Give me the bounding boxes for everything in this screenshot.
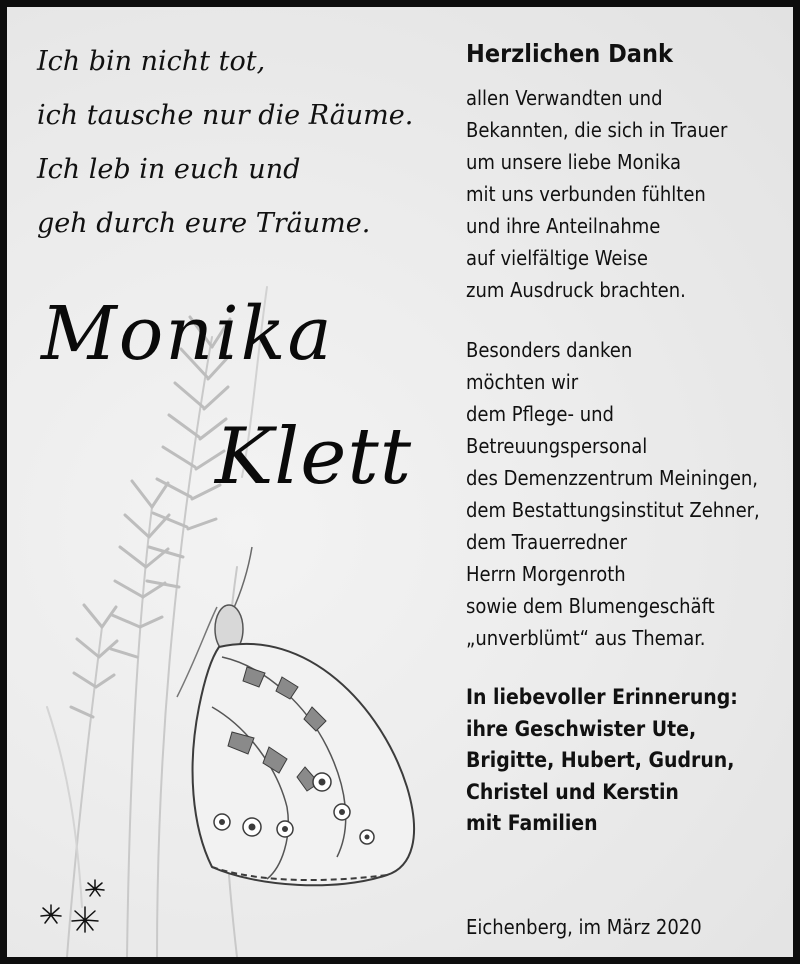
thanks-section — [466, 37, 786, 840]
butterfly-illustration — [177, 547, 414, 885]
place-date: Eichenberg, im März 2020 — [466, 915, 702, 939]
signature-line: Brigitte, Hubert, Gudrun, — [466, 748, 735, 772]
text-line: zum Ausdruck brachten. — [466, 278, 686, 302]
signature-block — [466, 682, 786, 840]
signature-line: ihre Geschwister Ute, — [466, 716, 697, 741]
text-line: Betreuungspersonal — [466, 434, 648, 458]
poem-line: Ich bin nicht tot, — [37, 46, 266, 77]
deceased-first-name: Monika — [41, 291, 334, 377]
text-line: dem Bestattungsinstitut Zehner, — [466, 498, 760, 522]
signature-line: mit Familien — [466, 811, 598, 835]
text-line: möchten wir — [466, 370, 579, 394]
text-line: sowie dem Blumengeschäft — [466, 594, 715, 618]
thanks-paragraph-1 — [466, 82, 786, 306]
thanks-title: Herzlichen Dank — [466, 39, 673, 68]
signature-line: In liebevoller Erinnerung: — [466, 685, 738, 709]
text-line: auf vielfältige Weise — [466, 246, 648, 270]
text-line: Bekannten, die sich in Trauer — [466, 118, 728, 142]
text-line: und ihre Anteilnahme — [466, 214, 661, 238]
text-line: Herrn Morgenroth — [466, 562, 626, 586]
text-line: Besonders danken — [466, 338, 633, 362]
text-line: „unverblümt“ aus Themar. — [466, 626, 706, 650]
text-line: allen Verwandten und — [466, 86, 663, 110]
signature-line: Christel und Kerstin — [466, 779, 679, 804]
text-line: mit uns verbunden fühlten — [466, 182, 706, 206]
poem-line: Ich leb in euch und — [37, 154, 301, 185]
memorial-poem — [37, 35, 437, 251]
text-line: dem Pflege- und — [466, 402, 614, 426]
poem-line: geh durch eure Träume. — [37, 208, 371, 239]
text-line: dem Trauerredner — [466, 530, 628, 554]
poem-line: ich tausche nur die Räume. — [37, 100, 414, 131]
text-line: um unsere liebe Monika — [466, 150, 681, 174]
deceased-last-name: Klett — [215, 412, 413, 502]
thanks-paragraph-2 — [466, 334, 786, 654]
text-line: des Demenzzentrum Meiningen, — [466, 466, 759, 490]
